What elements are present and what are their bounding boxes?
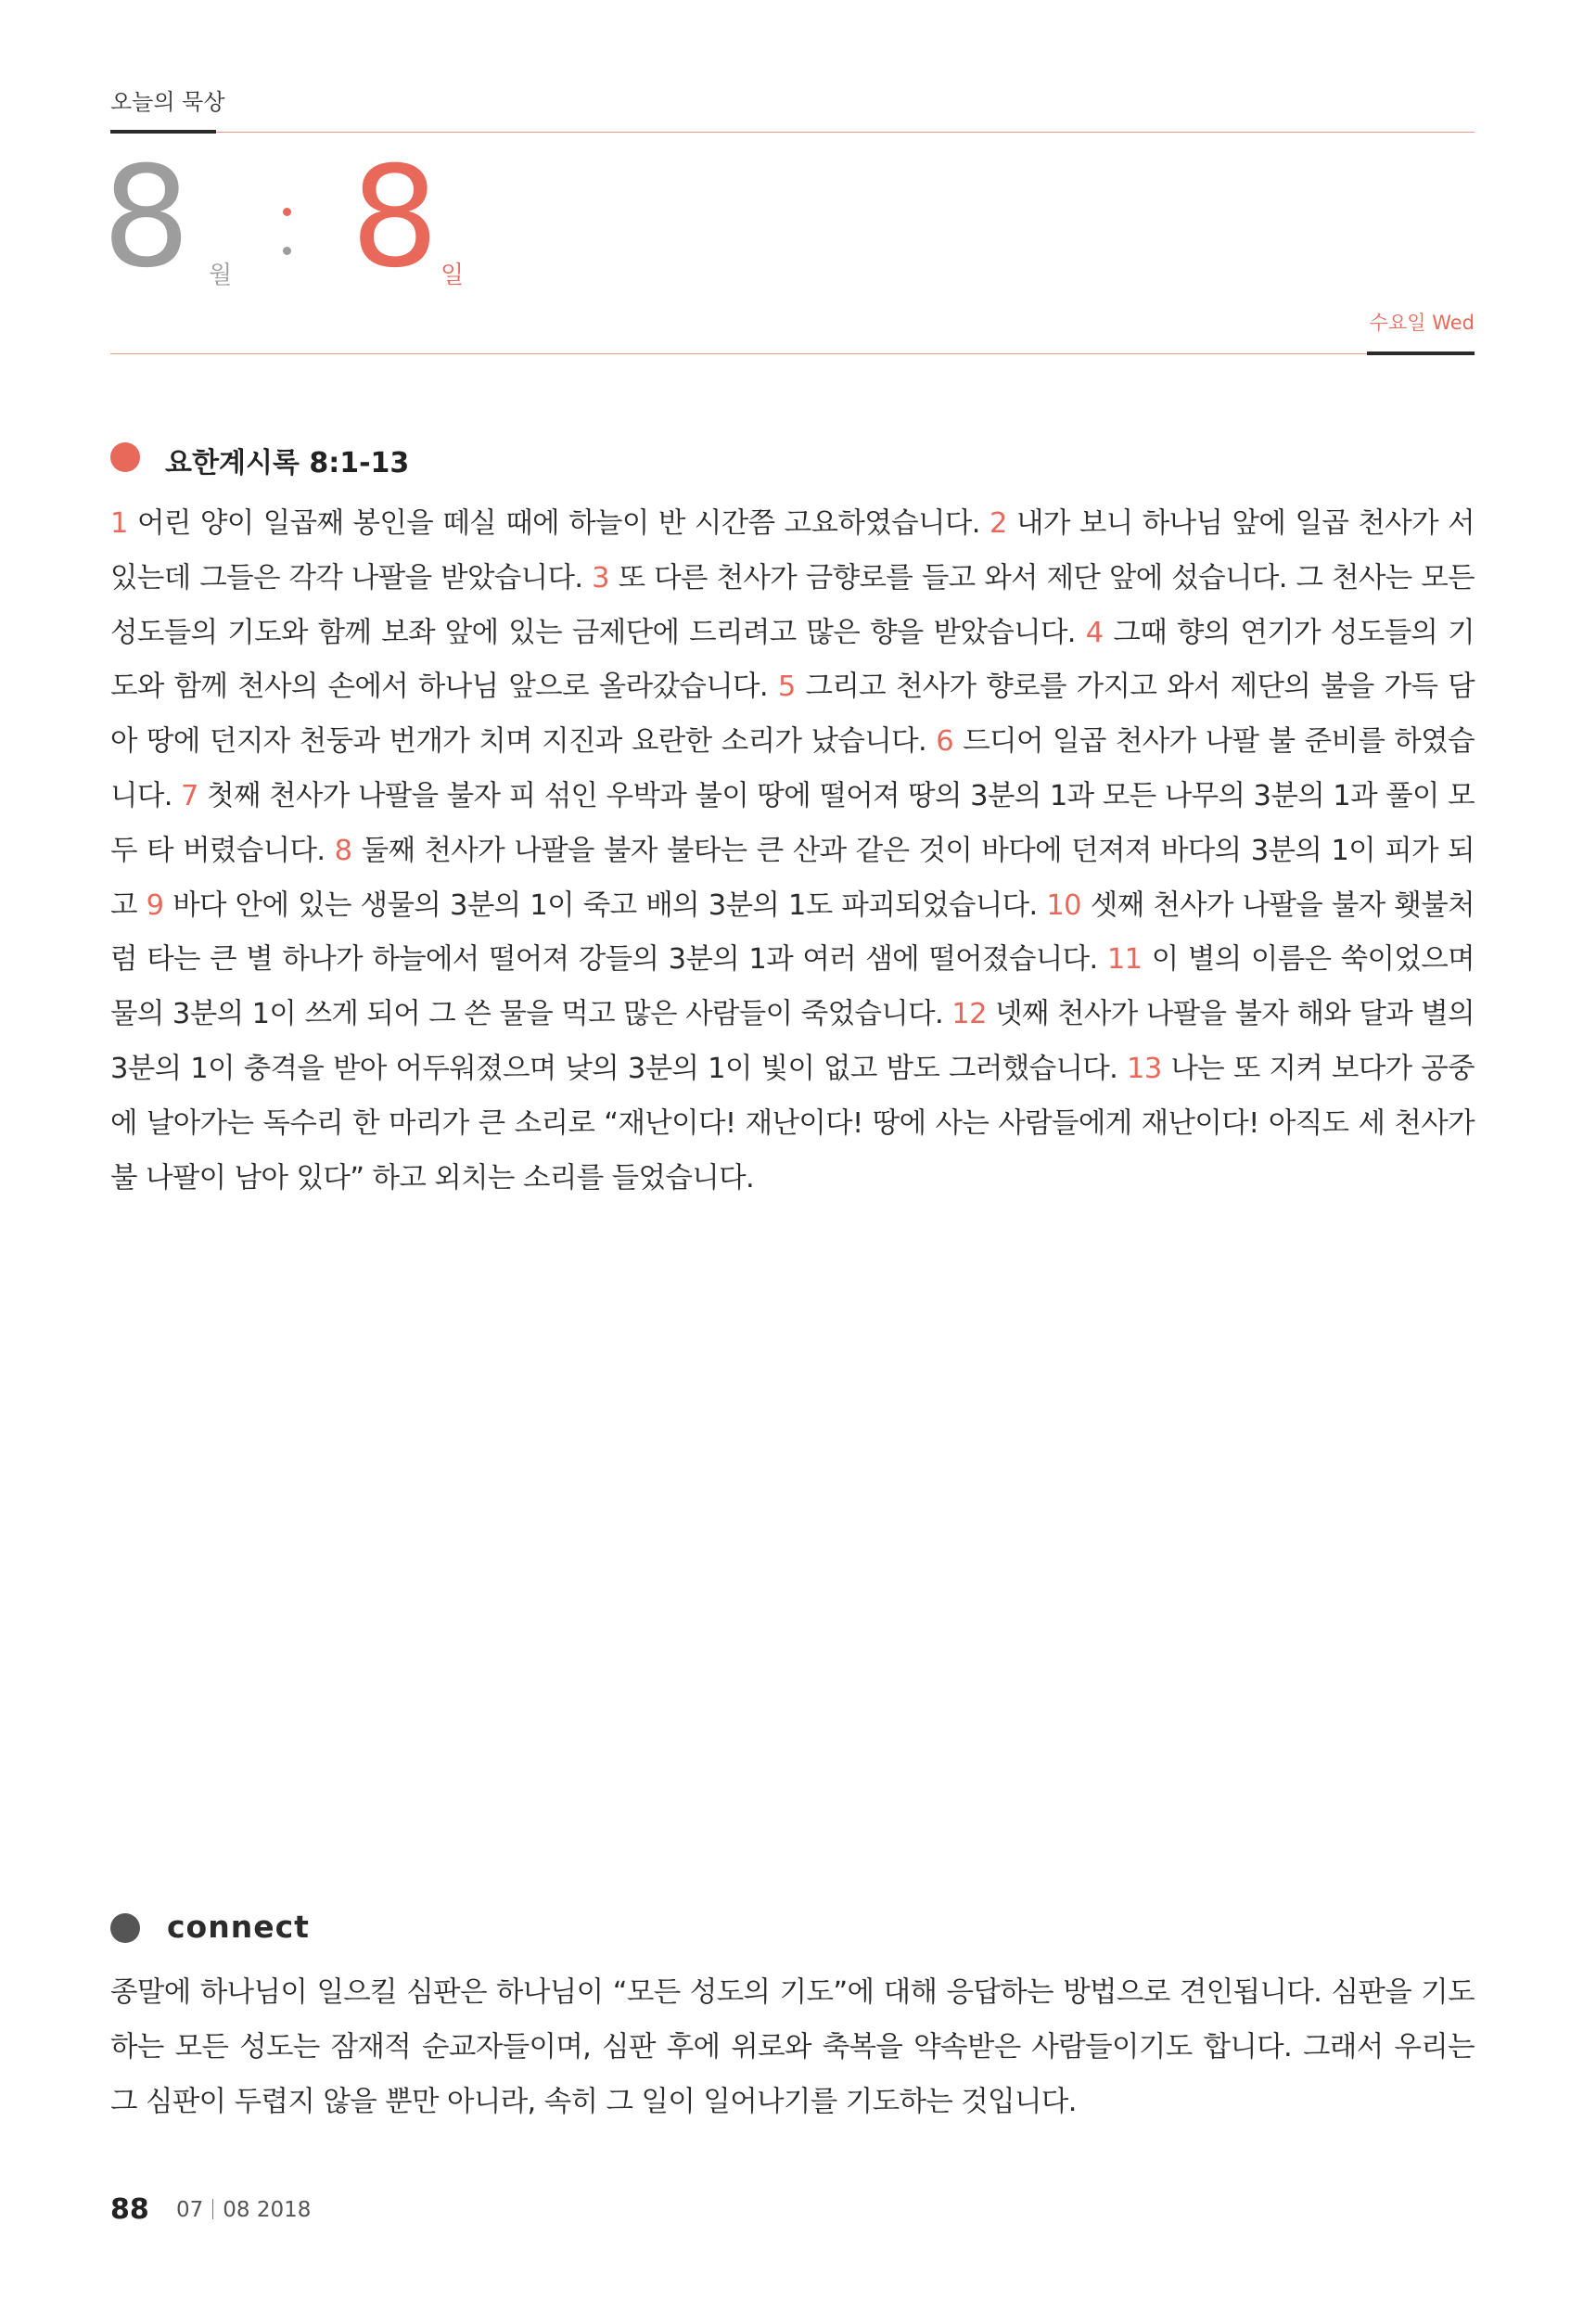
header-rule-accent (110, 130, 216, 134)
issue-day-year: 08 2018 (223, 2198, 312, 2222)
verse-text: 이 별의 이름은 쑥이었으며 물의 3분의 1이 쓰게 되어 그 쓴 물을 먹고 많은 사람들이 죽었습니다. (110, 943, 1475, 1031)
verse-number: 2 (990, 507, 1007, 540)
connect-body: 종말에 하나님이 일으킬 심판은 하나님이 “모든 성도의 기도”에 대해 응답하는 방법으로 견인됩니다. 심판을 기도하는 모든 성도는 잠재적 순교자들이며, 심판 후에 위로와 축복을 약속받은 사람들이기도 합니다. 그래서 우리는 그 심판이 두렵지 않을 뿐만 아니라, 속히 그 일이 일어나기를 기도하는 것입니다. (110, 1976, 1475, 2118)
verse-number: 12 (951, 998, 987, 1031)
verse-text: 셋째 천사가 나팔을 불자 횃불처럼 타는 큰 별 하나가 하늘에서 떨어져 강들의 3분의 1과 여러 샘에 떨어졌습니다. (110, 888, 1475, 977)
verse-number: 6 (936, 725, 954, 759)
verse-text: 둘째 천사가 나팔을 불자 불타는 큰 산과 같은 것이 바다에 던져져 바다의 3분의 1이 피가 되고 (110, 834, 1475, 922)
verse-number: 5 (777, 671, 796, 704)
day-unit: 일 (440, 262, 465, 289)
verse-number: 1 (110, 507, 128, 540)
verse-text: 또 다른 천사가 금향로를 들고 와서 제단 앞에 섰습니다. 그 천사는 모든 성도들의 기도와 함께 보좌 앞에 있는 금제단에 드리려고 많은 향을 받았습니다. (110, 561, 1475, 649)
month-unit: 월 (209, 262, 233, 289)
verse-number: 3 (592, 561, 609, 594)
scripture-passage (110, 497, 1475, 1206)
verse-number: 8 (334, 834, 352, 867)
date-rule-accent (1367, 351, 1475, 355)
day-number: 8 (351, 137, 436, 299)
verse-text: 나는 또 지켜 보다가 공중에 날아가는 독수리 한 마리가 큰 소리로 “재난이다! 재난이다! 땅에 사는 사람들에게 재난이다! 아직도 세 천사가 불 나팔이 남아 있다” 하고 외치는 소리를 들었습니다. (110, 1052, 1475, 1195)
section-label: 오늘의 묵상 (110, 89, 225, 115)
verse-text: 첫째 천사가 나팔을 불자 피 섞인 우박과 불이 땅에 떨어져 땅의 3분의 1과 모든 나무의 3분의 1과 풀이 모두 타 버렸습니다. (110, 779, 1475, 867)
verse-text: 바다 안에 있는 생물의 3분의 1이 죽고 배의 3분의 1도 파괴되었습니다. (163, 888, 1047, 922)
date-separator-dot-bottom (283, 247, 291, 255)
issue-date (176, 2198, 311, 2222)
header-rule (216, 132, 1475, 133)
verse-number: 13 (1127, 1052, 1162, 1085)
verse-number: 11 (1106, 943, 1143, 977)
verse-number: 4 (1085, 616, 1104, 649)
issue-separator (212, 2199, 213, 2219)
date-rule (110, 353, 1367, 354)
verse-number: 9 (146, 888, 164, 922)
scripture-reference: 요한계시록 8:1-13 (165, 447, 410, 479)
weekday-label: 수요일 Wed (1369, 312, 1475, 334)
verse-number: 10 (1046, 888, 1081, 922)
date-separator-dot-top (283, 208, 291, 216)
verse-number: 7 (181, 779, 198, 812)
connect-bullet-icon (110, 1913, 140, 1943)
verse-text: 그때 향의 연기가 성도들의 기도와 함께 천사의 손에서 하나님 앞으로 올라갔습니다. (110, 616, 1475, 704)
verse-text: 그리고 천사가 향로를 가지고 와서 제단의 불을 가득 담아 땅에 던지자 천둥과 번개가 치며 지진과 요란한 소리가 났습니다. (110, 671, 1475, 759)
verse-text: 어린 양이 일곱째 봉인을 떼실 때에 하늘이 반 시간쯤 고요하였습니다. (127, 507, 990, 540)
connect-heading: connect (167, 1909, 310, 1945)
page-number: 88 (110, 2193, 149, 2226)
scripture-bullet-icon (110, 442, 140, 472)
verse-text: 내가 보니 하나님 앞에 일곱 천사가 서 있는데 그들은 각각 나팔을 받았습니다. (110, 507, 1475, 594)
month-number: 8 (102, 137, 187, 299)
verse-text: 드디어 일곱 천사가 나팔 불 준비를 하였습니다. (110, 725, 1475, 812)
verse-text: 넷째 천사가 나팔을 불자 해와 달과 별의 3분의 1이 충격을 받아 어두워졌으며 낮의 3분의 1이 빛이 없고 밤도 그러했습니다. (110, 998, 1475, 1085)
issue-month: 07 (176, 2198, 204, 2222)
